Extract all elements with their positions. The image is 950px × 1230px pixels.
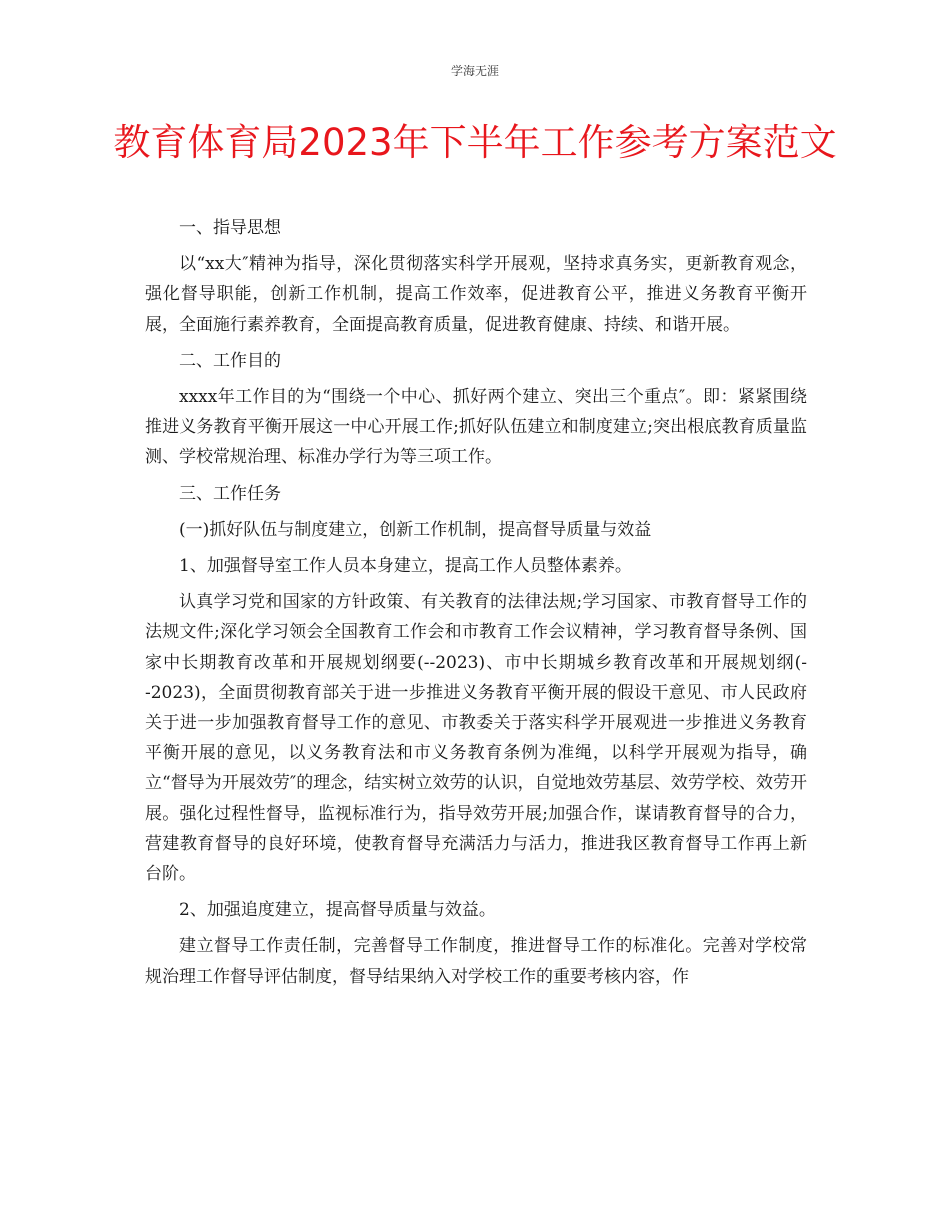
section-heading-guiding-ideology: 一、指导思想 [179, 218, 281, 238]
section-heading-work-tasks: 三、工作任务 [179, 483, 281, 504]
document-body [145, 213, 807, 998]
section-heading-work-goals: 二、工作目的 [179, 350, 281, 371]
page-header: 学海无涯 [450, 64, 499, 78]
item-heading: 2、加强追度建立，提高督导质量与效益。 [179, 900, 496, 921]
paragraph: 以“xx大″精神为指导，深化贯彻落实科学开展观，坚持求真务实，更新教育观念，强化督导职能，创新工作机制，提高工作效率，促进教育公平，推进义务教育平衡开展，全面施行素养教育，全面提高教育质量，促进教育健康、持续、和谐开展。 [145, 254, 807, 335]
document-title: 教育体育局2023年下半年工作参考方案范文 [113, 121, 837, 164]
subsection-heading: (一)抓好队伍与制度建立，创新工作机制，提高督导质量与效益 [179, 519, 652, 540]
paragraph: 建立督导工作责任制，完善督导工作制度，推进督导工作的标准化。完善对学校常规治理工作督导评估制度，督导结果纳入对学校工作的重要考核内容，作 [145, 936, 807, 987]
paragraph: xxxx年工作目的为“围绕一个中心、抓好两个建立、突出三个重点″。即：紧紧围绕推进义务教育平衡开展这一中心开展工作;抓好队伍建立和制度建立;突出根底教育质量监测、学校常规治理、标准办学行为等三项工作。 [145, 387, 807, 468]
item-heading: 1、加强督导室工作人员本身建立，提高工作人员整体素养。 [179, 556, 632, 577]
paragraph: 认真学习党和国家的方针政策、有关教育的法律法规;学习国家、市教育督导工作的法规文件;深化学习领会全国教育工作会和市教育工作会议精神，学习教育督导条例、国家中长期教育改革和开展规划纲要(--2023)、市中长期城乡教育改革和开展规划纲(--2023)，全面贯彻教育部关于进一步推进义务教育平衡开展的假设干意见、市人民政府关于进一步加强教育督导工作的意见、市教委关于落实科学开展观进一步推进义务教育平衡开展的意见，以义务教育法和市义务教育条例为准绳，以科学开展观为指导，确立“督导为开展效劳″的理念，结实树立效劳的认识，自觉地效劳基层、效劳学校、效劳开展。强化过程性督导，监视标准行为，指导效劳开展;加强合作，谋请教育督导的合力，营建教育督导的良好环境，使教育督导充满活力与活力，推进我区教育督导工作再上新台阶。 [145, 592, 807, 885]
